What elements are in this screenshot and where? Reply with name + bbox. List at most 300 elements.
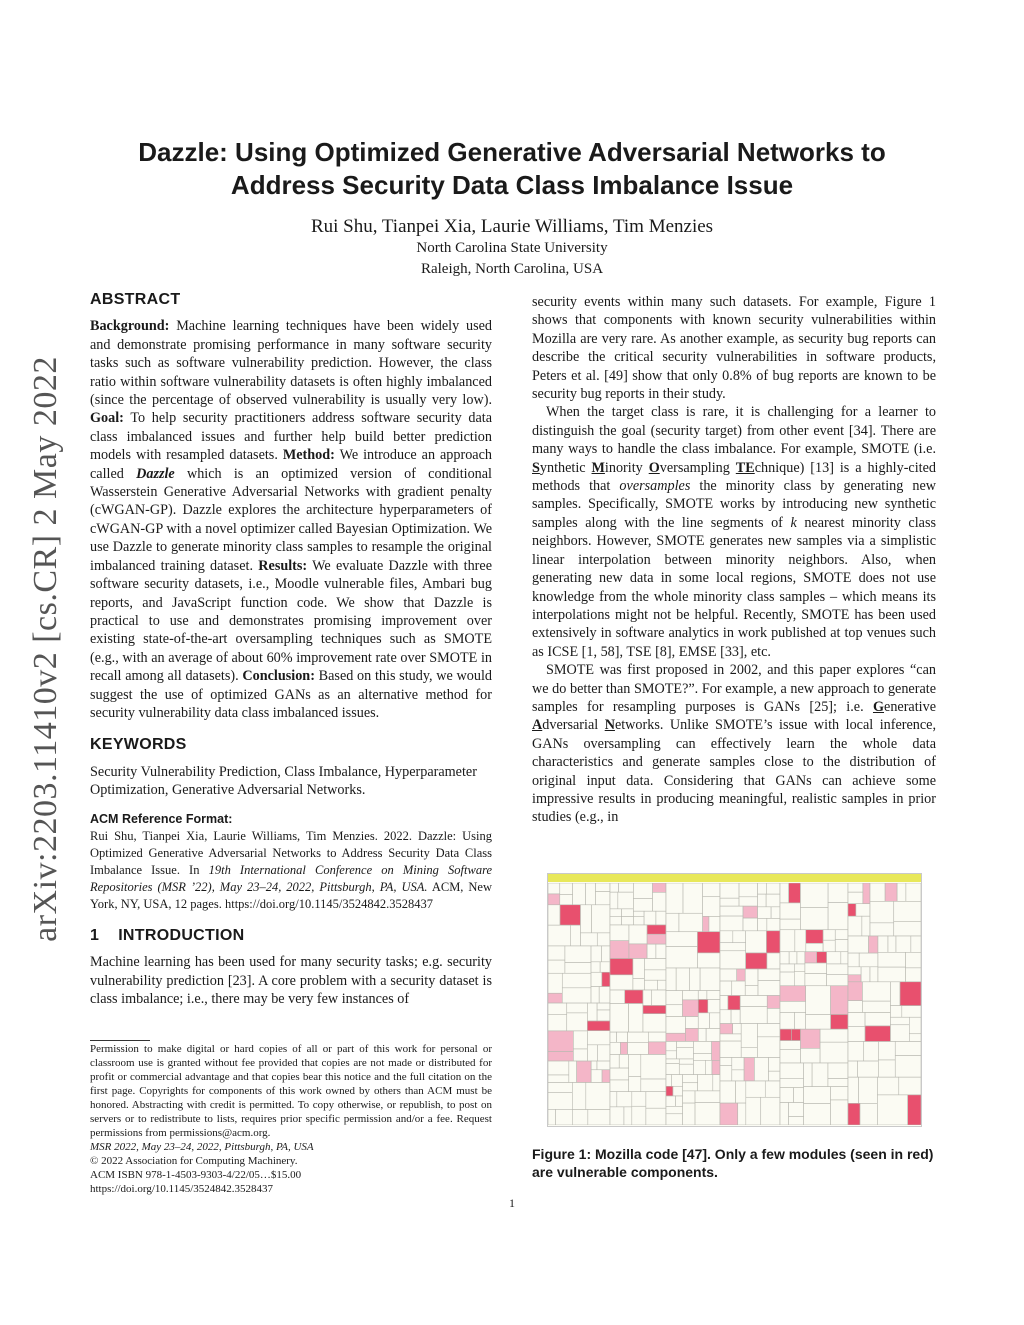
- treemap-cell: [587, 1031, 610, 1045]
- treemap-cell: [586, 883, 596, 905]
- p2-text-oversampling: versampling: [659, 459, 730, 476]
- p2-acronym-te: TE: [735, 459, 755, 476]
- treemap-cell: [870, 883, 885, 901]
- right-paragraph-1: security events within many such datasets. For example, Figure 1 shows that components with known security vulnerabilities within Mozilla are very rare. As another example, as security bug reports can describe the critical security vulnerabilities in software products, Peters et al. [49] show that only 0.8% of bug reports are known to be security bug reports in their study.: [532, 294, 936, 403]
- treemap-cell: [592, 905, 610, 933]
- paper-title: [90, 136, 934, 202]
- background-label: Background:: [90, 318, 170, 335]
- method-pre: We introduce an approach called: [90, 447, 492, 482]
- treemap-cell: [610, 1092, 617, 1107]
- treemap-cell: [587, 1021, 610, 1031]
- treemap-cell: [806, 1015, 831, 1030]
- treemap-cell: [848, 883, 863, 892]
- treemap-cell: [720, 1041, 741, 1057]
- treemap-cell: [894, 901, 921, 921]
- treemap-cell: [573, 883, 586, 905]
- treemap-cell: [728, 996, 740, 1010]
- treemap-cell: [780, 1078, 804, 1087]
- treemap-cell: [780, 986, 806, 1002]
- treemap-cell: [548, 1014, 567, 1031]
- treemap-cell: [666, 883, 683, 913]
- treemap-cell: [707, 991, 720, 1000]
- treemap-cell: [720, 1034, 741, 1041]
- treemap-cell: [720, 1103, 738, 1125]
- treemap-cell: [906, 883, 921, 901]
- treemap-cell: [720, 1024, 733, 1034]
- treemap-cell: [628, 1042, 649, 1054]
- treemap-cell: [720, 981, 732, 995]
- treemap-cell: [864, 1042, 879, 1062]
- conclusion-label: Conclusion:: [242, 668, 315, 685]
- treemap-cell: [878, 952, 906, 967]
- treemap-cell: [720, 931, 733, 943]
- treemap-cell: [828, 1063, 848, 1079]
- treemap-cell: [720, 883, 739, 898]
- treemap-cell: [797, 952, 805, 964]
- treemap-cell: [895, 1042, 921, 1056]
- p2-k: k: [790, 514, 797, 531]
- figure-caption: Figure 1: Mozilla code [47]. Only a few modules (seen in red) are vulnerable components.: [532, 1146, 934, 1181]
- treemap-cell: [548, 960, 565, 973]
- treemap-cell: [805, 952, 817, 963]
- treemap-cell: [683, 1075, 698, 1083]
- goal-text: To help security practitioners address software security data class imbalanced issues and further help build better prediction models with resampled datasets.: [90, 410, 492, 464]
- treemap-cell: [610, 990, 625, 1003]
- treemap-cell: [703, 897, 720, 917]
- acm-ref-body: [90, 828, 492, 913]
- treemap-cell: [890, 1025, 909, 1042]
- treemap-cell: [745, 985, 758, 995]
- p3-text-b: Unlike SMOTE’s issue with local inference, GANs oversampling can effectively learn the whole data characteristics and generate samples close to the distribution of original input data. Considering that GANs can achieve some impressive results in producing meaningful, realistic samples in prior studies (e.g., in: [532, 717, 937, 826]
- treemap-cell: [666, 1064, 679, 1075]
- treemap-cell: [673, 1086, 683, 1096]
- treemap-cell: [740, 1007, 767, 1024]
- treemap-cell: [906, 968, 921, 982]
- treemap-cell: [758, 907, 771, 919]
- treemap-cell: [560, 905, 580, 925]
- treemap-cell: [848, 1061, 858, 1077]
- treemap-cell: [689, 968, 700, 991]
- treemap-cell: [869, 936, 878, 953]
- treemap-cell: [695, 1091, 720, 1103]
- treemap-cell: [848, 1026, 865, 1041]
- treemap-cell: [565, 946, 591, 963]
- treemap-cell: [780, 1012, 794, 1029]
- treemap-cell: [720, 969, 737, 981]
- treemap-cell: [720, 916, 743, 931]
- treemap-cell: [620, 1042, 627, 1054]
- treemap-cell: [565, 963, 591, 974]
- p2-text-b: the minority class by generating new samples. Specifically, SMOTE works by introducing new synthetic samples along with the line segments of: [532, 478, 937, 531]
- p2-text-minority: inority: [604, 459, 643, 476]
- treemap-cell: [644, 911, 656, 925]
- treemap-cell: [666, 1096, 676, 1106]
- treemap-cell: [758, 894, 767, 907]
- treemap-cell: [682, 1000, 698, 1017]
- treemap-cell: [720, 1065, 732, 1081]
- treemap-cell: [856, 904, 870, 916]
- treemap-cell: [820, 1042, 848, 1063]
- method-name: Dazzle: [136, 465, 175, 482]
- treemap-cell: [622, 909, 634, 917]
- treemap-cell: [602, 1070, 610, 1083]
- acm-ref-heading: ACM Reference Format:: [90, 811, 233, 826]
- treemap-cell: [647, 944, 656, 958]
- treemap-cell: [820, 1029, 848, 1042]
- treemap-cell: [653, 883, 666, 892]
- treemap-cell: [548, 925, 570, 946]
- treemap-cell: [548, 883, 560, 894]
- treemap-cell: [902, 1006, 921, 1018]
- treemap-cell: [848, 892, 863, 904]
- treemap-cell: [862, 982, 890, 1001]
- treemap-cell: [878, 967, 906, 982]
- treemap-cell: [900, 982, 921, 1006]
- treemap-cell: [791, 1029, 800, 1040]
- treemap-cell: [666, 1059, 679, 1064]
- treemap-cell: [562, 973, 591, 988]
- treemap-cell: [865, 1026, 890, 1042]
- treemap-cell: [697, 932, 720, 953]
- permission-notice: Permission to make digital or hard copies of all or part of this work for personal or classroom use is granted without fee provided that copies are not made or distributed for profit or commercial advantage and that copies bear this notice and the full citation on the first page. Copyrights for components of this work owned by others than ACM must be honored. Abstracting with credit is permitted. To copy otherwise, or republish, to post on servers or to redistribute to lists, requires prior specific permission and/or a fee. Request permissions from permissions@acm.org.: [90, 1043, 492, 1139]
- treemap-cell: [597, 1061, 610, 1070]
- treemap-cell: [685, 1017, 698, 1029]
- treemap-cell: [878, 1042, 895, 1060]
- p2-text-technique: chnique) [13] is a highly-cited methods that: [532, 459, 936, 495]
- treemap-cell: [698, 1000, 708, 1013]
- treemap-cell: [858, 1061, 879, 1077]
- treemap-cell: [617, 1092, 632, 1107]
- treemap-cell: [720, 1081, 736, 1103]
- treemap-cell: [709, 916, 720, 931]
- copyright-line: © 2022 Association for Computing Machinery.: [90, 1155, 298, 1167]
- treemap-cell: [746, 953, 767, 969]
- treemap-cell: [741, 1047, 757, 1057]
- treemap-cell: [841, 952, 848, 964]
- treemap-cell: [720, 898, 739, 906]
- treemap-cell: [827, 964, 848, 975]
- treemap-cell: [633, 916, 644, 925]
- treemap-cell: [633, 883, 652, 899]
- treemap-cell: [610, 959, 633, 975]
- treemap-cell: [794, 971, 805, 985]
- treemap-cell: [697, 953, 720, 968]
- treemap-cell: [767, 996, 780, 1009]
- treemap-cell: [610, 1054, 619, 1068]
- treemap-cell: [698, 1028, 706, 1041]
- treemap-cell: [720, 943, 746, 951]
- treemap-cell: [720, 906, 743, 916]
- treemap-cell: [633, 899, 652, 912]
- treemap-cell: [666, 1033, 685, 1041]
- treemap-cell: [766, 894, 780, 907]
- treemap-cell: [895, 1056, 921, 1078]
- treemap-cell: [629, 1077, 641, 1092]
- treemap-cell: [793, 1088, 803, 1103]
- treemap-cell: [740, 996, 767, 1007]
- treemap-cell: [657, 980, 666, 990]
- treemap-cell: [644, 980, 657, 990]
- treemap-cell: [693, 1060, 705, 1074]
- treemap-cell: [831, 1015, 848, 1030]
- treemap-cell: [780, 1041, 801, 1050]
- treemap-cell: [878, 1060, 895, 1077]
- treemap-cell: [743, 906, 758, 918]
- treemap-cell: [848, 904, 856, 916]
- treemap-cell: [758, 918, 767, 930]
- affiliation: North Carolina State University: [416, 240, 608, 256]
- treemap-cell: [643, 1014, 666, 1032]
- intro-heading: [90, 927, 492, 945]
- title-line-1: Dazzle: Using Optimized Generative Adversarial Networks to: [138, 137, 886, 167]
- treemap-cell: [679, 1064, 693, 1074]
- acm-ref-text-2: ACM, New York, NY, USA, 12 pages. https://doi.org/10.1145/3524842.3528437: [90, 879, 492, 911]
- treemap-cell: [569, 1061, 577, 1082]
- p2-acronym-m: M: [591, 459, 605, 476]
- treemap-cell: [622, 917, 634, 925]
- treemap-cell: [610, 1107, 624, 1125]
- treemap-cell: [625, 990, 643, 1003]
- treemap-cell: [619, 1054, 628, 1068]
- conclusion-text: Based on this study, we would suggest the use of optimized GANs as an alternative method for security vulnerability data class imbalanced issues.: [90, 668, 493, 721]
- treemap-cell: [823, 930, 835, 940]
- treemap-cell: [828, 1079, 848, 1087]
- treemap-cell: [562, 988, 591, 1003]
- treemap-cell: [656, 944, 666, 958]
- treemap-cell: [733, 931, 746, 943]
- intro-heading-number: 1: [90, 926, 100, 944]
- treemap-cell: [656, 911, 666, 925]
- treemap-cell: [800, 907, 828, 929]
- treemap-cell: [739, 883, 758, 897]
- treemap-cell: [731, 1010, 740, 1024]
- treemap-cell: [823, 940, 835, 952]
- treemap-cell: [758, 981, 780, 996]
- p3-text-generative: enerative: [884, 698, 936, 715]
- treemap-cell: [548, 1003, 567, 1014]
- footnote: [90, 1042, 492, 1196]
- treemap-cell: [602, 946, 610, 962]
- treemap-cell: [610, 1004, 629, 1033]
- treemap-cell: [548, 973, 562, 993]
- treemap-cell: [780, 903, 800, 919]
- treemap-cell: [597, 933, 610, 946]
- keywords-heading: KEYWORDS: [90, 736, 187, 754]
- results-text: We evaluate Dazzle with three software security datasets, i.e., Moodle vulnerable files, Ambari bug reports, and JavaScript function code. We show that Dazzle is practical to use and demonstrates promising improvement over existing state-of-the-art oversampling techniques such as SMOTE (e.g., with an average of about 60% improvement rate over SMOTE in recall among all datasets).: [90, 557, 493, 685]
- title-line-2: Address Security Data Class Imbalance Issue: [230, 170, 794, 200]
- treemap-cell: [767, 953, 780, 969]
- treemap-cell: [597, 1045, 610, 1061]
- treemap-cell: [806, 986, 831, 1015]
- treemap-cell: [587, 1045, 597, 1061]
- treemap-cell: [789, 952, 797, 964]
- treemap-cell: [835, 930, 848, 940]
- treemap-cell: [800, 883, 828, 907]
- treemap-cell: [548, 1031, 573, 1052]
- treemap-cell: [870, 923, 894, 936]
- treemap-cell: [610, 883, 619, 892]
- treemap-cell: [648, 1032, 666, 1042]
- treemap-cell: [746, 1097, 761, 1125]
- treemap-cell: [890, 1006, 901, 1018]
- treemap-cell: [708, 1000, 720, 1013]
- treemap-cell: [666, 947, 697, 968]
- treemap-cell: [859, 953, 878, 967]
- treemap-cell: [632, 1106, 646, 1125]
- treemap-cell: [732, 1058, 744, 1070]
- treemap-cell: [617, 1032, 628, 1042]
- treemap-cell: [877, 1095, 907, 1125]
- treemap-cell: [643, 990, 652, 1005]
- treemap-cell: [629, 1054, 641, 1076]
- abstract-body: [90, 317, 492, 722]
- mozilla-treemap-figure: [547, 873, 922, 1127]
- treemap-cell: [827, 952, 841, 964]
- treemap-cell: [860, 1103, 877, 1125]
- treemap-cell: [677, 1047, 694, 1059]
- treemap-cell: [703, 916, 709, 931]
- treemap-cell: [633, 978, 645, 990]
- treemap-cell: [560, 895, 573, 905]
- treemap-cell: [733, 1024, 742, 1034]
- treemap-cell: [858, 1077, 877, 1103]
- treemap-cell: [827, 975, 848, 986]
- treemap-cell: [602, 972, 610, 986]
- treemap-cell: [610, 925, 629, 941]
- treemap-cell: [713, 1075, 720, 1091]
- treemap-cell: [899, 1077, 921, 1095]
- p3-text-networks: etworks.: [614, 717, 664, 734]
- treemap-cell: [870, 901, 894, 923]
- treemap-cell: [548, 905, 560, 925]
- treemap-cell: [644, 959, 666, 970]
- keywords-text: Security Vulnerability Prediction, Class Imbalance, Hyperparameter Optimization, Generative Adversarial Networks.: [90, 763, 477, 799]
- p3-acronym-g: G: [872, 698, 885, 715]
- treemap-cell: [683, 1091, 695, 1103]
- treemap-cell: [804, 1087, 831, 1104]
- treemap-cell: [795, 930, 806, 952]
- treemap-cell: [610, 975, 633, 990]
- treemap-cell: [587, 1003, 597, 1021]
- treemap-cell: [548, 1083, 572, 1093]
- treemap-cell: [618, 892, 634, 909]
- treemap-cell: [591, 962, 600, 972]
- intro-paragraph: Machine learning has been used for many security tasks; e.g. security vulnerability prediction [23]. A core problem with a security dataset is class imbalance; i.e., there may be very few instances of: [90, 954, 492, 1007]
- treemap-cell: [794, 1012, 805, 1029]
- treemap-cell: [712, 1060, 720, 1074]
- treemap-cell: [741, 1024, 757, 1048]
- treemap-cell: [698, 1013, 709, 1029]
- treemap-cell: [683, 1103, 695, 1125]
- treemap-cell: [580, 933, 597, 946]
- conference-line: MSR 2022, May 23–24, 2022, Pittsburgh, PA, USA: [90, 1141, 314, 1153]
- treemap-cell: [894, 921, 921, 936]
- p3-text-a: SMOTE was first proposed in 2002, and this paper explores “can we do better than SMOTE?”. For example, a new approach to generate samples for resampling purposes is GANs [25]; i.e.: [532, 662, 936, 715]
- treemap-cell: [629, 1004, 643, 1033]
- treemap-cell: [831, 986, 848, 1015]
- treemap-cell: [567, 1003, 588, 1013]
- treemap-cell: [633, 959, 645, 979]
- treemap-cell: [548, 894, 560, 905]
- p2-text-a: When the target class is rare, it is challenging for a learner to distinguish the goal (security target) from other event [34]. There are many ways to handle the class imbalance. For example, SMOTE (i.e.: [532, 404, 936, 458]
- treemap-cell: [906, 952, 921, 968]
- treemap-cell: [780, 883, 789, 903]
- treemap-cell: [848, 982, 862, 1001]
- p3-acronym-a: A: [532, 717, 543, 734]
- treemap-cell: [743, 918, 758, 931]
- treemap-cell: [698, 1075, 713, 1091]
- treemap-cell: [573, 1049, 587, 1061]
- treemap-cell: [572, 1083, 586, 1110]
- treemap-cell: [580, 905, 591, 933]
- footnote-rule: [90, 1040, 150, 1041]
- treemap-cell: [863, 883, 870, 904]
- treemap-cell: [768, 1071, 780, 1081]
- treemap-cell: [766, 931, 780, 953]
- treemap-cell: [570, 925, 580, 946]
- treemap-cell: [679, 913, 703, 931]
- treemap-cell: [780, 1001, 806, 1012]
- treemap-cell: [765, 1081, 780, 1097]
- treemap-cell: [644, 970, 666, 980]
- treemap-cell: [560, 883, 573, 895]
- background-text: Machine learning techniques have been widely used and demonstrate promising performance in many software security tasks such as software vulnerability prediction. However, the class ratio within software vulnerability datasets is often highly imbalanced (since the percentage of observed vulnerability is usually very low).: [90, 318, 492, 409]
- treemap-cell: [573, 1031, 587, 1049]
- treemap-cell: [888, 936, 896, 952]
- treemap-cell: [695, 1103, 720, 1125]
- p3-text-adversarial: dversarial: [542, 717, 599, 734]
- treemap-cell: [758, 883, 767, 894]
- treemap-cell: [683, 883, 703, 913]
- method-label: Method:: [282, 447, 335, 464]
- treemap-cell: [666, 1005, 682, 1017]
- treemap-cell: [591, 1070, 602, 1083]
- method-text: which is an optimized version of conditional Wasserstein Generative Adversarial Networks with gradient penalty (cWGAN-GP). Dazzle explores the architecture hyperparameters of cWGAN-GP with a novel optimizer called Bayesian Optimization. We use Dazzle to generate minority class samples to resample the original imbalanced training dataset.: [90, 465, 493, 574]
- treemap-cell: [666, 1114, 683, 1125]
- treemap-cell: [683, 1083, 698, 1091]
- treemap-cell: [768, 1058, 780, 1072]
- treemap-cell: [732, 981, 745, 995]
- treemap-cell: [720, 1010, 731, 1024]
- treemap-cell: [648, 1042, 666, 1055]
- treemap-cell: [647, 934, 666, 944]
- treemap-cell: [597, 1010, 610, 1021]
- treemap-cell: [666, 1075, 671, 1087]
- treemap-cell: [628, 1032, 649, 1042]
- treemap-cell: [745, 969, 758, 985]
- treemap-cell: [666, 913, 679, 931]
- treemap-cell: [848, 916, 862, 936]
- treemap-cell: [548, 1092, 572, 1109]
- treemap-cell: [890, 1017, 909, 1025]
- treemap-cell: [828, 883, 848, 903]
- treemap-cell: [666, 1041, 677, 1050]
- treemap-cell: [744, 1058, 754, 1081]
- right-column: [532, 293, 936, 827]
- right-paragraph-2: [532, 403, 936, 661]
- treemap-cell: [780, 1029, 791, 1040]
- treemap-cell: [885, 883, 897, 901]
- location: Raleigh, North Carolina, USA: [420, 261, 604, 277]
- treemap-cell: [911, 936, 921, 952]
- treemap-cell: [586, 1083, 610, 1110]
- treemap-cell: [720, 1058, 732, 1066]
- arxiv-sidebar: [18, 300, 74, 1000]
- treemap-cell: [712, 1041, 720, 1060]
- treemap-cell: [848, 1001, 862, 1013]
- treemap-cell: [591, 946, 602, 962]
- treemap-cell: [738, 1103, 746, 1125]
